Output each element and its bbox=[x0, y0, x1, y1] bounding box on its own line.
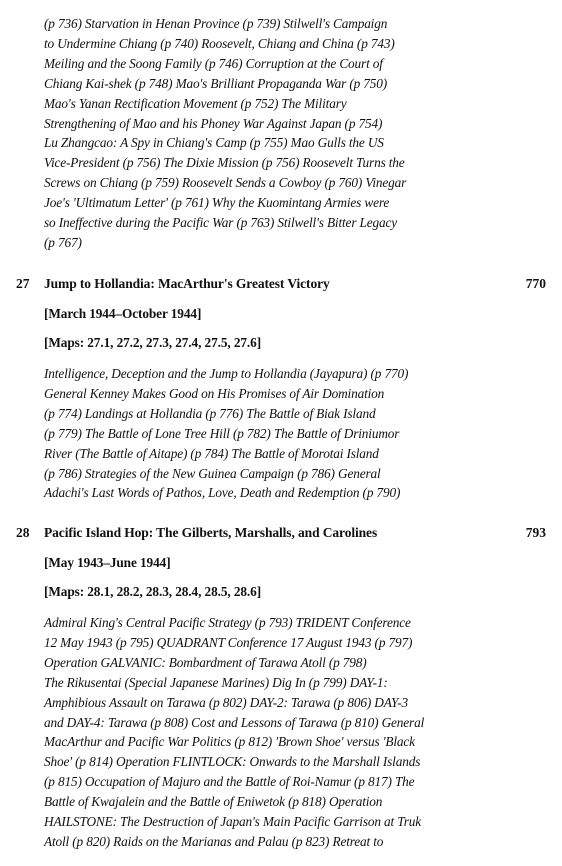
chapter-page-number: 770 bbox=[525, 276, 546, 291]
contents-line: (p 736) Starvation in Henan Province (p 739) Stilwell's Campaign bbox=[44, 16, 388, 31]
chapter-28-dates: [May 1943–June 1944] bbox=[44, 555, 171, 570]
contents-line: (p 786) Strategies of the New Guinea Campaign (p 786) General bbox=[44, 465, 381, 481]
contents-line: (p 815) Occupation of Majuro and the Battle of Roi-Namur (p 817) The bbox=[44, 774, 415, 790]
chapter-title: Pacific Island Hop: The Gilberts, Marshalls, and Carolines bbox=[44, 525, 378, 540]
chapter-27-heading bbox=[0, 274, 562, 294]
contents-line: Operation GALVANIC: Bombardment of Tarawa Atoll (p 798) bbox=[44, 654, 367, 670]
contents-line: and DAY-4: Tarawa (p 808) Cost and Lessons of Tarawa (p 810) General bbox=[44, 714, 425, 730]
contents-line: General Kenney Makes Good on His Promises of Air Domination bbox=[44, 385, 385, 401]
chapter-27-contents bbox=[44, 364, 514, 503]
contents-line: (p 767) bbox=[44, 234, 82, 250]
contents-line: Shoe' (p 814) Operation FLINTLOCK: Onwards to the Marshall Islands bbox=[44, 754, 421, 770]
contents-line: The Rikusentai (Special Japanese Marines) Dig In (p 799) DAY-1: bbox=[44, 674, 388, 690]
contents-line: Battle of Kwajalein and the Battle of Eniwetok (p 818) Operation bbox=[44, 794, 383, 810]
contents-line: Atoll (p 820) Raids on the Marianas and Palau (p 823) Retreat to bbox=[44, 833, 384, 849]
contents-line: MacArthur and Pacific War Politics (p 812) 'Brown Shoe' versus 'Black bbox=[44, 734, 415, 750]
contents-line: Strengthening of Mao and his Phoney War Against Japan (p 754) bbox=[44, 115, 383, 131]
chapter-28-contents bbox=[44, 613, 514, 852]
contents-line: to Undermine Chiang (p 740) Roosevelt, Chiang and China (p 743) bbox=[44, 35, 395, 51]
chapter-title: Jump to Hollandia: MacArthur's Greatest Victory bbox=[44, 276, 330, 291]
contents-line: Lu Zhangcao: A Spy in Chiang's Camp (p 755) Mao Gulls the US bbox=[44, 135, 384, 151]
chapter-28-heading bbox=[0, 523, 562, 543]
chapter-27-dates: [March 1944–October 1944] bbox=[44, 306, 202, 321]
contents-line: (p 779) The Battle of Lone Tree Hill (p 782) The Battle of Driniumor bbox=[44, 425, 400, 441]
contents-line: (p 774) Landings at Hollandia (p 776) The Battle of Biak Island bbox=[44, 405, 376, 421]
contents-line: Intelligence, Deception and the Jump to Hollandia (Jayapura) (p 770) bbox=[44, 366, 409, 381]
contents-line: River (The Battle of Aitape) (p 784) The Battle of Morotai Island bbox=[44, 445, 379, 461]
chapter-26-contents bbox=[44, 14, 514, 253]
chapter-number: 27 bbox=[16, 276, 30, 291]
contents-line: Joe's 'Ultimatum Letter' (p 761) Why the Kuomintang Armies were bbox=[44, 195, 390, 211]
contents-line: Admiral King's Central Pacific Strategy (p 793) TRIDENT Conference bbox=[44, 615, 411, 630]
contents-line: 12 May 1943 (p 795) QUADRANT Conference 17 August 1943 (p 797) bbox=[44, 634, 413, 650]
contents-line: Meiling and the Soong Family (p 746) Corruption at the Court of bbox=[44, 55, 383, 71]
chapter-28-maps: [Maps: 28.1, 28.2, 28.3, 28.4, 28.5, 28.6] bbox=[44, 584, 262, 599]
contents-line: Mao's Yanan Rectification Movement (p 752) The Military bbox=[44, 95, 347, 111]
contents-line: Chiang Kai-shek (p 748) Mao's Brilliant Propaganda War (p 750) bbox=[44, 75, 388, 91]
chapter-page-number: 793 bbox=[525, 525, 546, 540]
chapter-27-maps: [Maps: 27.1, 27.2, 27.3, 27.4, 27.5, 27.6] bbox=[44, 335, 262, 350]
chapter-number: 28 bbox=[16, 525, 30, 540]
contents-line: HAILSTONE: The Destruction of Japan's Main Pacific Garrison at Truk bbox=[44, 814, 422, 830]
contents-line: so Ineffective during the Pacific War (p 763) Stilwell's Bitter Legacy bbox=[44, 215, 398, 231]
contents-line: Vice-President (p 756) The Dixie Mission (p 756) Roosevelt Turns the bbox=[44, 155, 405, 171]
contents-line: Adachi's Last Words of Pathos, Love, Death and Redemption (p 790) bbox=[44, 485, 401, 501]
contents-line: Screws on Chiang (p 759) Roosevelt Sends a Cowboy (p 760) Vinegar bbox=[44, 175, 407, 191]
contents-line: Amphibious Assault on Tarawa (p 802) DAY-2: Tarawa (p 806) DAY-3 bbox=[44, 694, 408, 710]
